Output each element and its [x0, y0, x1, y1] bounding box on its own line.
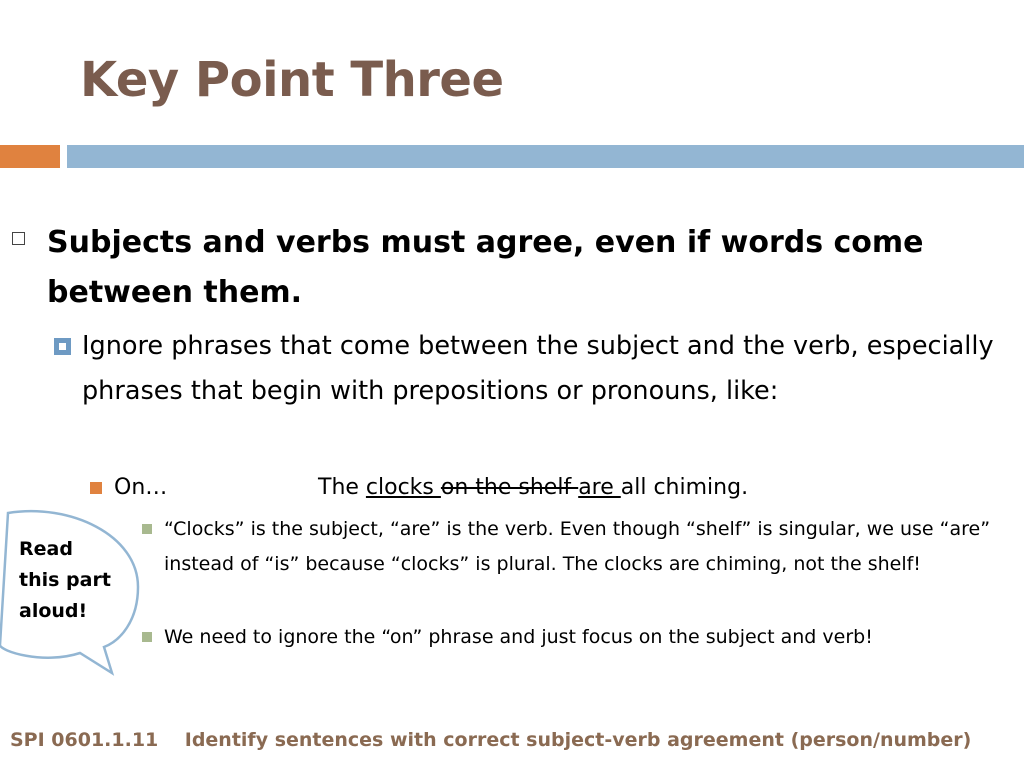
framed-square-bullet-icon: [54, 338, 71, 355]
bullet-2-text: Ignore phrases that come between the subject and the verb, especially phrases that begin with prepositions or pronouns, like:: [82, 331, 994, 406]
bullet-level-4-first: [142, 512, 1002, 582]
callout-text: Read this part aloud!: [19, 538, 111, 622]
hollow-square-bullet-icon: [12, 232, 25, 245]
sentence-end: all chiming.: [620, 475, 749, 500]
sentence-verb: are: [578, 475, 621, 500]
sub-bullet-2-text: We need to ignore the “on” phrase and just focus on the subject and verb!: [164, 626, 873, 648]
sub-bullet-1-text: “Clocks” is the subject, “are” is the verb. Even though “shelf” is singular, we use “are” instead of “is” because “clocks” is plural. The clocks are chiming, not the shelf!: [164, 518, 991, 575]
orange-square-bullet-icon: [90, 482, 102, 494]
accent-bar-orange: [0, 145, 60, 168]
sentence-start: The: [318, 475, 366, 500]
example-label: On…: [114, 475, 168, 500]
sentence-phrase-struck: on the shelf: [440, 475, 579, 500]
bullet-1-text: Subjects and verbs must agree, even if words come between them.: [47, 225, 924, 310]
footer-code: SPI 0601.1.11: [10, 729, 159, 751]
example-sentence: [318, 472, 748, 504]
slide-title: Key Point Three: [80, 52, 504, 108]
bullet-level-4-second: [142, 620, 1002, 655]
accent-bar-blue: [67, 145, 1024, 168]
footer: [10, 722, 1020, 758]
footer-text: Identify sentences with correct subject-verb agreement (person/number): [184, 729, 972, 751]
bullet-level-1: [12, 218, 1002, 318]
bullet-level-2: [52, 324, 1002, 414]
sentence-subject: clocks: [365, 475, 441, 500]
